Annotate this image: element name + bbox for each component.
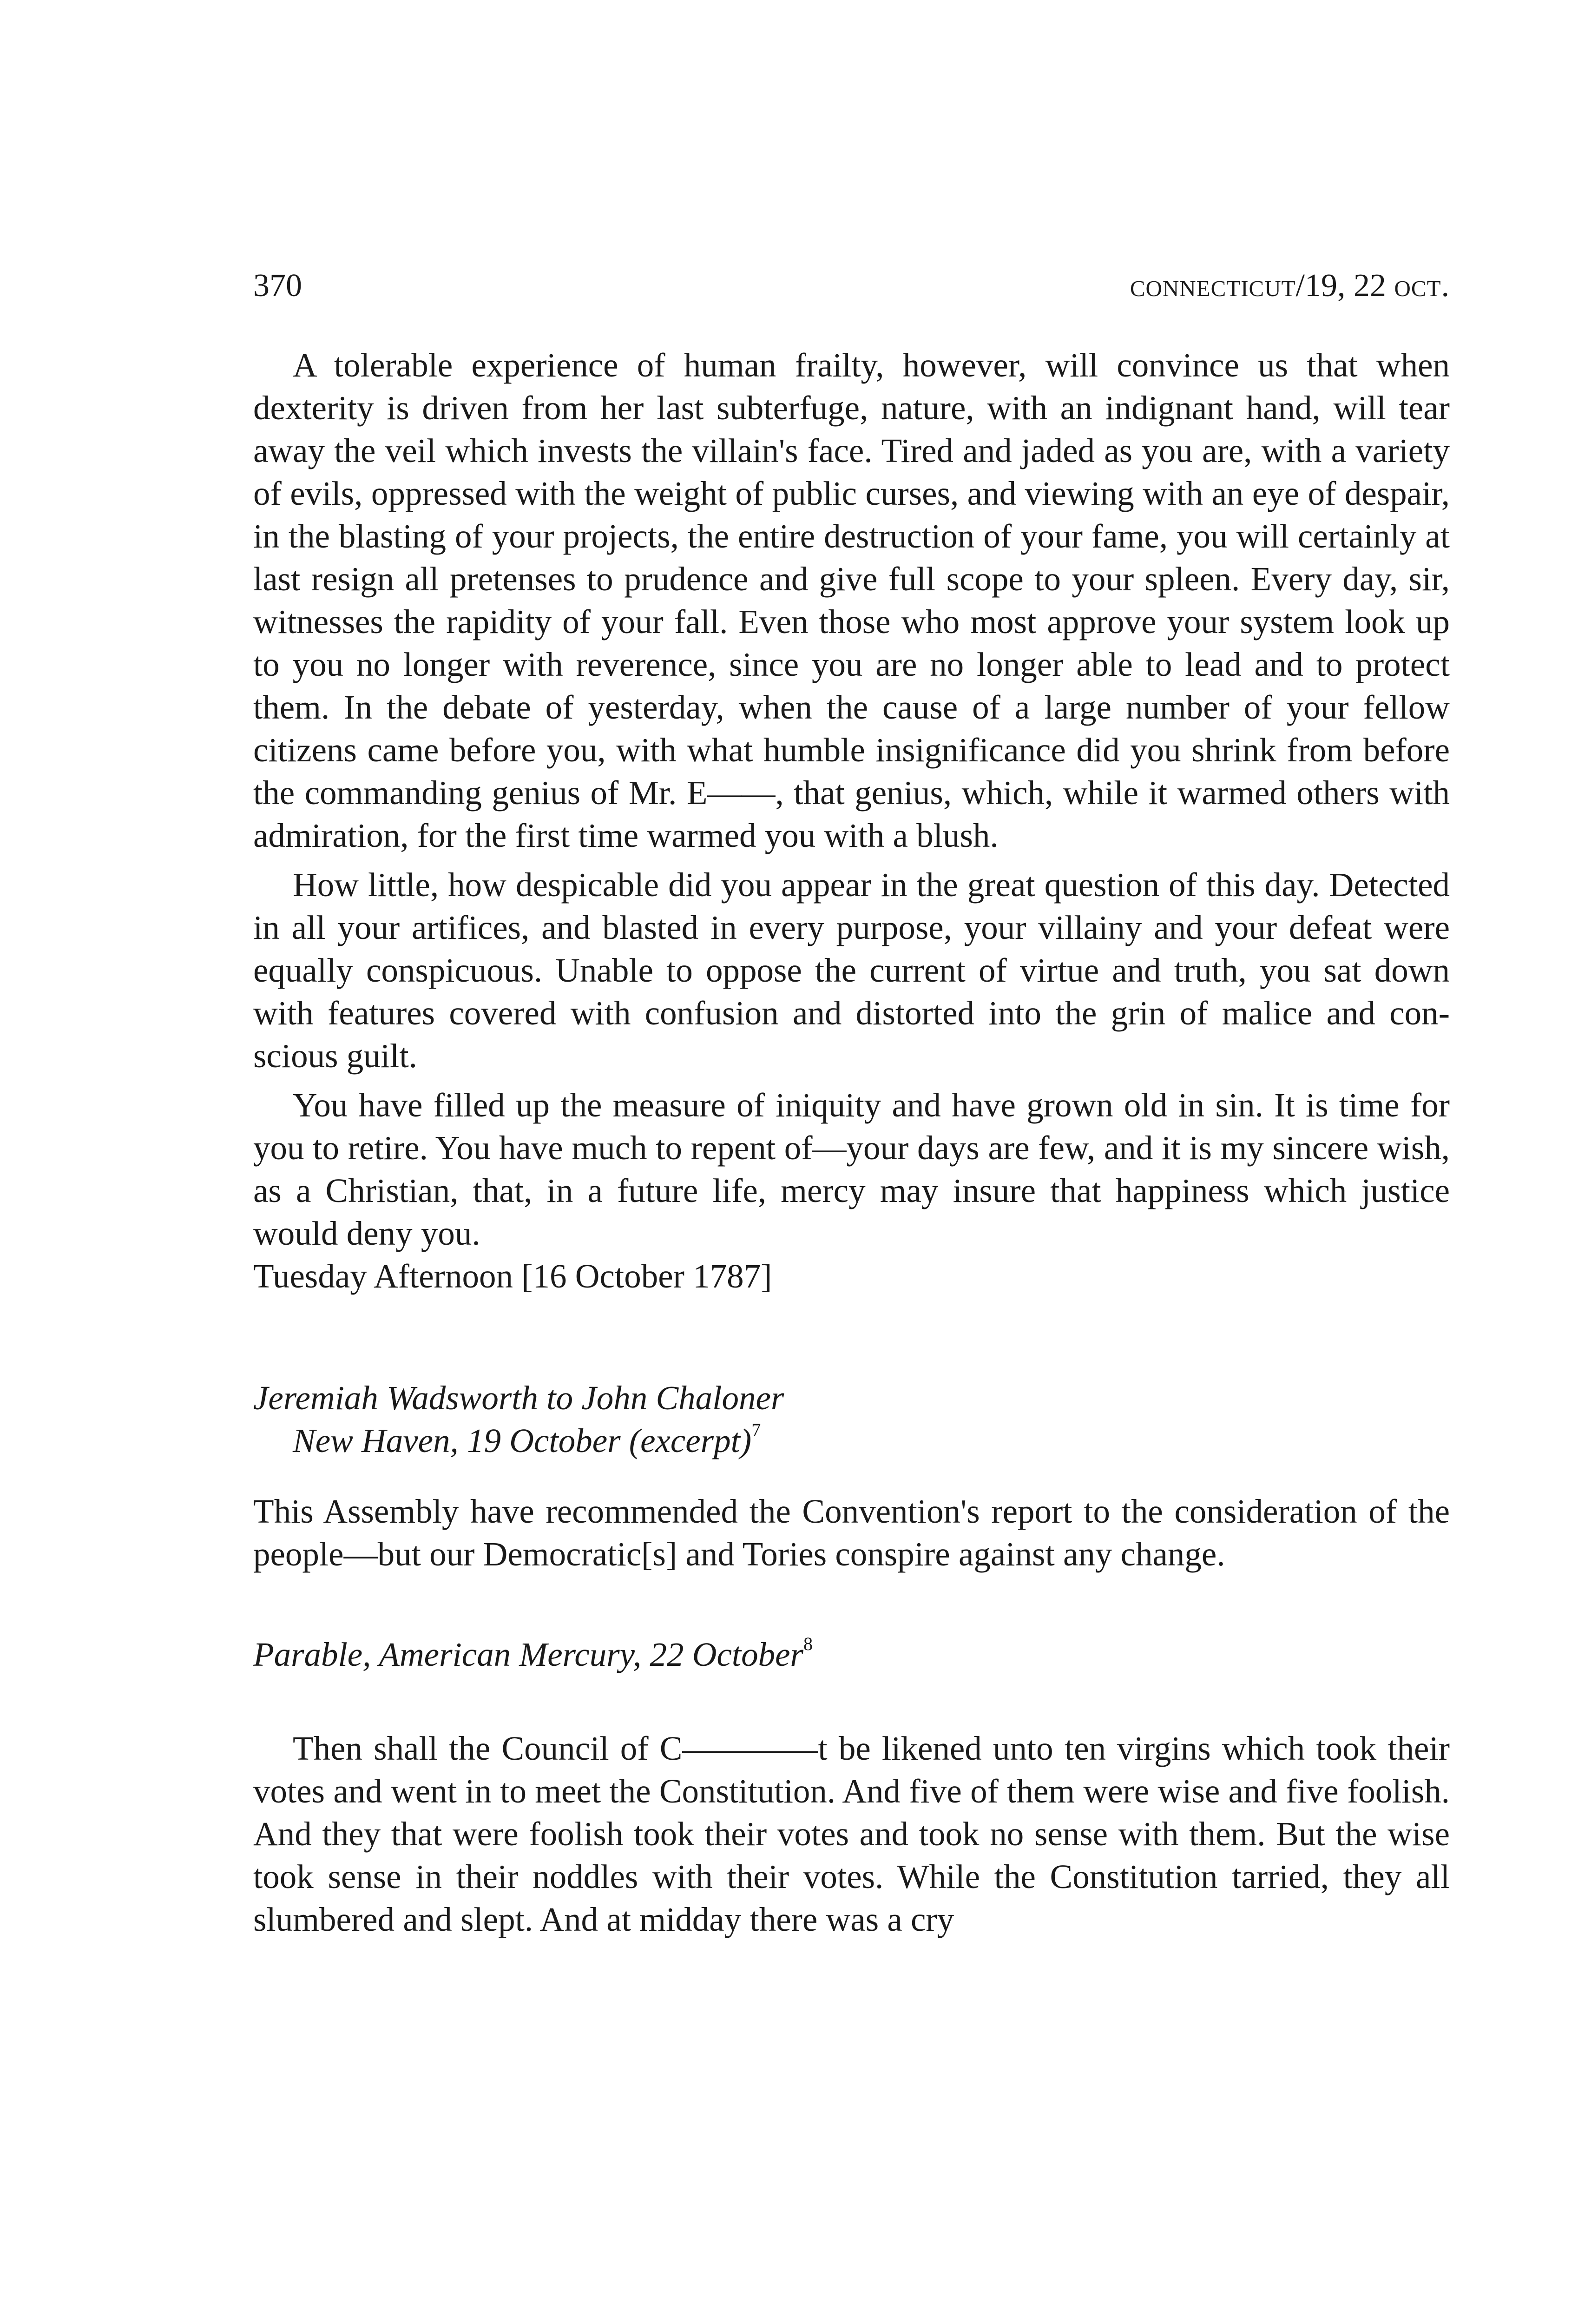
parable-heading-title	[253, 1633, 1450, 1676]
page-number: 370	[253, 268, 302, 304]
wadsworth-heading-place-date: New Haven, 19 October (excerpt)	[293, 1422, 752, 1459]
running-head-month: oct.	[1394, 268, 1450, 304]
wadsworth-heading-subtitle	[293, 1419, 1450, 1462]
wadsworth-heading-title: Jeremiah Wadsworth to John Chaloner	[253, 1379, 784, 1417]
footnote-mark-8: 8	[803, 1633, 813, 1654]
running-head-state: connecticut	[1130, 268, 1296, 304]
running-head-title	[1130, 265, 1450, 307]
letter-dateline: Tuesday Afternoon [16 October 1787]	[253, 1257, 772, 1295]
document-page	[253, 265, 1450, 1948]
parable-heading	[253, 1633, 1450, 1676]
running-head-dates: /19, 22	[1295, 268, 1394, 304]
footnote-mark-7: 7	[751, 1419, 761, 1440]
parable-body: Then shall the Council of C————t be likened unto ten virgins which took their votes and went in to meet the Constitution. And five of them were wise and five foolish. And they that were foolish took their votes and took no sense with them. But the wise took sense in their noddles with their votes. While the Constitution tarried, they all slumbered and slept. And at midday there was a cry	[253, 1730, 1450, 1938]
letter-paragraph-2: How little, how despicable did you appear in the great question of this day. Detected in all your artifices, and blasted in every purpose, your villainy and your defeat were equally conspicuous. Unable to oppose the current of virtue and truth, you sat down with features covered with confusion and distorted into the grin of malice and conscious guilt.	[253, 866, 1450, 1075]
wadsworth-body: This Assembly have recommended the Convention's report to the consideration of the people—but our Democratic[s] and Tories conspire against any change.	[253, 1492, 1450, 1573]
letter-paragraph-3: You have filled up the measure of iniquity and have grown old in sin. It is time for you to retire. You have much to repent of—your days are few, and it is my sincere wish, as a Christian, that, in a future life, mercy may insure that happiness which justice would deny you.	[253, 1086, 1450, 1252]
running-head	[253, 265, 1450, 316]
wadsworth-heading	[253, 1377, 1450, 1462]
parable-heading-text: Parable, American Mercury, 22 October	[253, 1636, 803, 1673]
letter-paragraph-1: A tolerable experience of human frailty, however, will convince us that when dexterity is driven from her last subterfuge, nature, with an indignant hand, will tear away the veil which invests the villain's face. Tired and jaded as you are, with a variety of evils, oppressed with the weight of public curses, and viewing with an eye of despair, in the blasting of your projects, the entire destruction of your fame, you will certainly at last resign all pretenses to prudence and give full scope to your spleen. Every day, sir, witnesses the rapidity of your fall. Even those who most approve your system look up to you no longer with reverence, since you are no longer able to lead and to protect them. In the debate of yesterday, when the cause of a large number of your fellow citizens came before you, with what humble insignificance did you shrink from before the commanding genius of Mr. E——, that genius, which, while it warmed others with admiration, for the first time warmed you with a blush.	[253, 346, 1450, 854]
